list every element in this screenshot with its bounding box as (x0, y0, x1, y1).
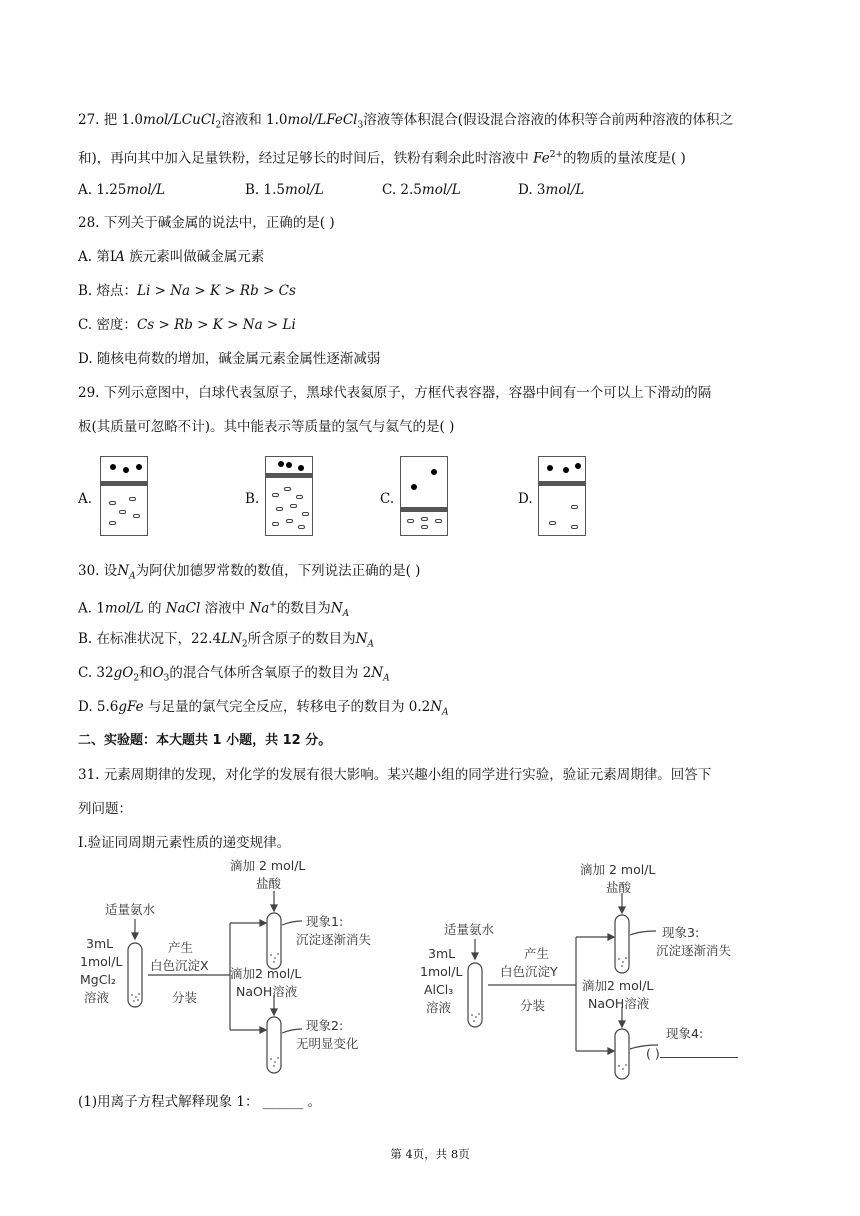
q31-sub1: (1)用离子方程式解释现象 1： ______ 。 (78, 1094, 322, 1110)
right-reagent: 适量氨水 (444, 922, 495, 937)
right-top-add-1: 滴加 2 mol/L (580, 862, 656, 877)
q27-option-b: B. 1.5mol/L (245, 182, 324, 198)
phenomenon-3-title: 现象3: (662, 925, 700, 940)
right-top-add-2: 盐酸 (606, 880, 632, 895)
phenomenon-4-title: 现象4: (666, 1026, 704, 1041)
left-bottom-add-2: NaOH溶液 (236, 984, 298, 999)
q27-option-d: D. 3mol/L (518, 182, 585, 198)
container-d (538, 456, 586, 536)
left-solution-3: MgCl₂ (80, 972, 116, 987)
left-solution-4: 溶液 (84, 990, 110, 1005)
q30-option-d: D. 5.6gFe 与足量的氯气完全反应，转移电子的数目为 $0.2N_A$ (78, 699, 449, 718)
q31-line1: 31. 元素周期律的发现，对化学的发展有很大影响。某兴趣小组的同学进行实验，验证元素周期律。回答下 (78, 767, 712, 783)
phenomenon-2-title: 现象2: (306, 1018, 344, 1033)
q30-option-a: A. 1mol/L 的 NaCl 溶液中 Na+的数目为$N_A$ (78, 600, 350, 620)
q28-option-a: A. 第ⅠA 族元素叫做碱金属元素 (78, 249, 265, 265)
left-produce-2: 白色沉淀X (150, 958, 209, 973)
left-solution-2: 1mol/L (80, 954, 123, 969)
left-split: 分装 (172, 990, 198, 1005)
right-produce-2: 白色沉淀Y (500, 964, 558, 979)
q30-option-c: C. $32gO_2$和$O_3$的混合气体所含氧原子的数目为 $2N_A$ (78, 665, 390, 684)
q27-option-a: A. 1.25mol/L (78, 182, 166, 198)
phenomenon-4-underline (660, 1057, 738, 1058)
left-top-add-1: 滴加 2 mol/L (230, 858, 306, 873)
left-solution-1: 3mL (86, 936, 114, 951)
q29-label-b: B. (245, 491, 260, 507)
q29-line2: 板(其质量可忽略不计)。其中能表示等质量的氢气与氦气的是( ) (78, 419, 455, 435)
q29-label-d: D. (518, 491, 533, 507)
q31-part1: Ⅰ.验证同周期元素性质的递变规律。 (78, 835, 291, 851)
q28-stem: 28. 下列关于碱金属的说法中，正确的是( ) (78, 215, 335, 231)
q27-option-c: C. 2.5mol/L (382, 182, 461, 198)
right-solution-2: 1mol/L (420, 964, 463, 979)
right-bottom-add-2: NaOH溶液 (588, 996, 650, 1011)
q29-label-c: C. (380, 491, 395, 507)
phenomenon-2-text: 无明显变化 (296, 1036, 359, 1051)
q30-option-b: B. 在标准状况下，$22.4LN_2$所含原子的数目为$N_A$ (78, 631, 374, 650)
phenomenon-1-title: 现象1: (306, 914, 344, 929)
right-solution-1: 3mL (428, 946, 456, 961)
q29-line1: 29. 下列示意图中，白球代表氢原子，黑球代表氦原子，方框代表容器，容器中间有一个可以上下滑动的隔 (78, 385, 712, 401)
container-c (400, 456, 448, 536)
q31-line2: 列问题： (78, 801, 132, 817)
right-split: 分装 (520, 998, 546, 1013)
phenomenon-3-text: 沉淀逐渐消失 (656, 943, 732, 958)
right-bottom-add-1: 滴加2 mol/L (582, 978, 654, 993)
container-b (265, 456, 313, 536)
q28-option-b: B. 熔点：Li > Na > K > Rb > Cs (78, 283, 296, 299)
left-produce-1: 产生 (168, 940, 194, 955)
phenomenon-4-blank: ( ) (646, 1046, 660, 1061)
right-solution-3: AlCl₃ (424, 982, 454, 997)
section-heading: 二、实验题：本大题共 1 小题，共 12 分。 (78, 733, 332, 748)
left-reagent: 适量氨水 (105, 902, 156, 917)
right-produce-1: 产生 (524, 946, 550, 961)
q30-stem: 30. 设$N_A$为阿伏加德罗常数的数值，下列说法正确的是( ) (78, 563, 421, 582)
left-top-add-2: 盐酸 (256, 876, 282, 891)
q27-line2: 和)，再向其中加入足量铁粉，经过足够长的时间后，铁粉有剩余此时溶液中 $Fe^{2+}$的物质的量浓度是( ) (78, 150, 686, 167)
q28-option-d: D. 随核电荷数的增加，碱金属元素金属性逐渐减弱 (78, 351, 381, 367)
q27-line1: 27. 把 1.0mol/LCuCl$_2$溶液和 1.0mol/LFeCl$_3$溶液等体积混合(假设混合溶液的体积等合前两种溶液的体积之 (78, 112, 734, 131)
right-solution-4: 溶液 (426, 1000, 452, 1015)
q29-label-a: A. (78, 491, 93, 507)
left-bottom-add-1: 滴加2 mol/L (230, 966, 302, 981)
phenomenon-1-text: 沉淀逐渐消失 (296, 932, 372, 947)
page-footer: 第 4页，共 8页 (390, 1147, 470, 1161)
experiment-diagram-right (430, 855, 770, 1085)
container-a (100, 456, 148, 536)
q28-option-c: C. 密度：Cs > Rb > K > Na > Li (78, 317, 296, 333)
